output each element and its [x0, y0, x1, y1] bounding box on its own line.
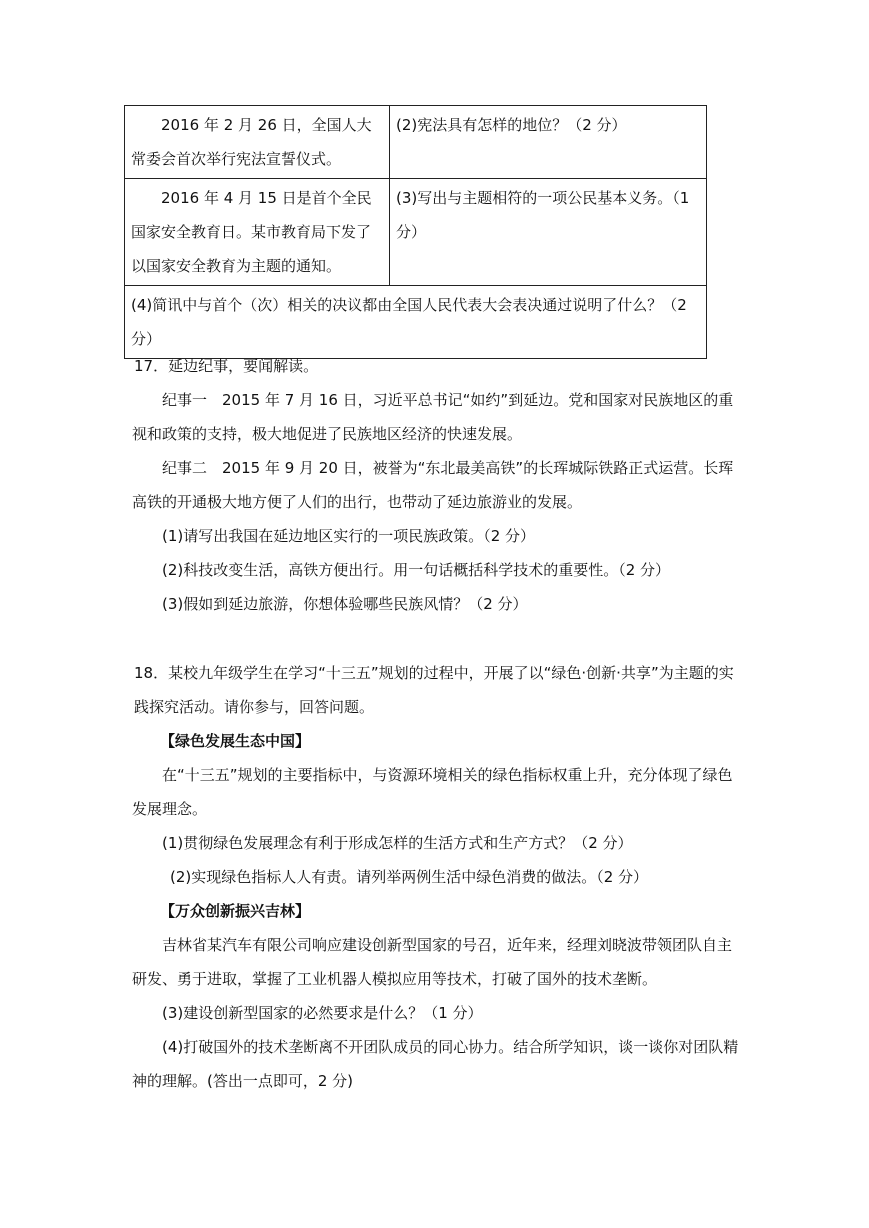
question-17 [132, 349, 742, 621]
question-18-intro: 18．某校九年级学生在学习“十三五”规划的过程中，开展了以“绿色·创新·共享”为主题的实践探究活动。请你参与，回答问题。 [134, 664, 734, 716]
question-18 [132, 656, 742, 1098]
table-row [125, 286, 707, 359]
section-innovation-title: 【万众创新振兴吉林】 [160, 902, 311, 920]
section-green-title: 【绿色发展生态中国】 [160, 732, 311, 750]
question-17-1: (1)请写出我国在延边地区实行的一项民族政策。（2 分） [162, 527, 536, 545]
question-table [124, 105, 707, 359]
question-4: (4)简讯中与首个（次）相关的决议都由全国人民代表大会表决通过说明了什么？（2 分） [125, 286, 707, 359]
section-green-text: 在“十三五”规划的主要指标中，与资源环境相关的绿色指标权重上升，充分体现了绿色发展理念。 [132, 766, 733, 818]
event-one: 纪事一 2015 年 7 月 16 日，习近平总书记“如约”到延边。党和国家对民族地区的重视和政策的支持，极大地促进了民族地区经济的快速发展。 [132, 391, 734, 443]
question-18-4: (4)打破国外的技术垄断离不开团队成员的同心协力。结合所学知识，谈一谈你对团队精神的理解。(答出一点即可，2 分) [132, 1038, 739, 1090]
question-3: (3)写出与主题相符的一项公民基本义务。（1 分） [390, 179, 707, 286]
question-17-title: 17．延边纪事，要闻解读。 [134, 357, 319, 375]
news-item-constitution-oath: 2016 年 2 月 26 日，全国人大常委会首次举行宪法宣誓仪式。 [125, 106, 390, 179]
table-row [125, 106, 707, 179]
question-17-2: (2)科技改变生活，高铁方便出行。用一句话概括科学技术的重要性。（2 分） [162, 561, 671, 579]
section-innovation-text: 吉林省某汽车有限公司响应建设创新型国家的号召，近年来，经理刘晓波带领团队自主研发、勇于进取，掌握了工业机器人模拟应用等技术，打破了国外的技术垄断。 [132, 936, 733, 988]
question-18-2: (2)实现绿色指标人人有责。请列举两例生活中绿色消费的做法。（2 分） [170, 868, 649, 886]
table-row [125, 179, 707, 286]
question-2: (2)宪法具有怎样的地位？（2 分） [390, 106, 707, 179]
news-item-security-day: 2016 年 4 月 15 日是首个全民国家安全教育日。某市教育局下发了以国家安全教育为主题的通知。 [125, 179, 390, 286]
event-two: 纪事二 2015 年 9 月 20 日，被誉为“东北最美高铁”的长珲城际铁路正式运营。长珲高铁的开通极大地方便了人们的出行，也带动了延边旅游业的发展。 [132, 459, 734, 511]
question-18-3: (3)建设创新型国家的必然要求是什么？（1 分） [162, 1004, 483, 1022]
question-18-1: (1)贯彻绿色发展理念有利于形成怎样的生活方式和生产方式？（2 分） [162, 834, 633, 852]
question-17-3: (3)假如到延边旅游，你想体验哪些民族风情？（2 分） [162, 595, 528, 613]
